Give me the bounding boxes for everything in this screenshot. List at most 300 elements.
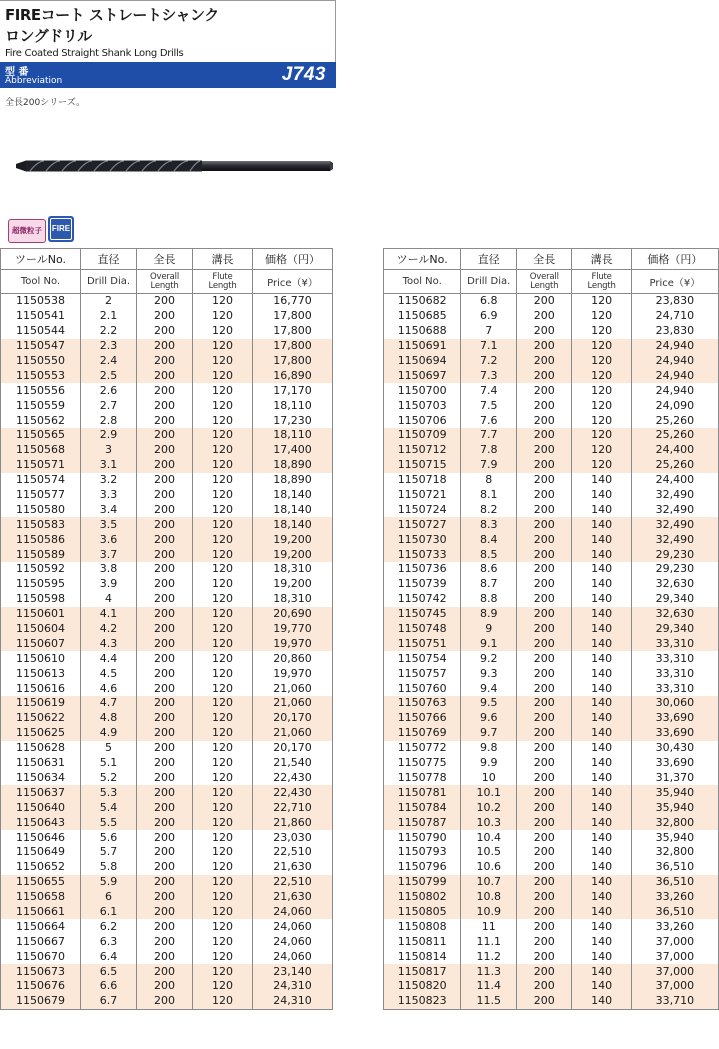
tool-no-cell: 1150775 (384, 756, 461, 771)
flute-length-cell: 120 (572, 458, 631, 473)
table-row (384, 443, 719, 458)
overall-length-cell: 200 (137, 547, 193, 562)
table-row (384, 666, 719, 681)
tool-no-cell: 1150730 (384, 532, 461, 547)
rows-right (384, 294, 719, 1010)
flute-length-cell: 120 (193, 651, 253, 666)
fire-coat-badge-label: FIRE (50, 218, 72, 240)
diameter-cell: 2.6 (81, 383, 137, 398)
flute-length-cell: 120 (193, 458, 253, 473)
overall-length-cell: 200 (517, 354, 572, 369)
table-row (1, 681, 333, 696)
overall-length-cell: 200 (517, 532, 572, 547)
table-row (1, 488, 333, 503)
tool-no-cell: 1150754 (384, 651, 461, 666)
tool-no-cell: 1150697 (384, 368, 461, 383)
price-cell: 23,830 (631, 294, 718, 309)
diameter-cell: 7.5 (461, 398, 517, 413)
flute-length-cell: 140 (572, 488, 631, 503)
table-row (384, 756, 719, 771)
diameter-cell: 5.2 (81, 771, 137, 786)
overall-length-cell: 200 (137, 756, 193, 771)
flute-length-cell: 140 (572, 726, 631, 741)
tool-no-cell: 1150688 (384, 324, 461, 339)
overall-length-cell: 200 (137, 741, 193, 756)
overall-length-cell: 200 (137, 860, 193, 875)
table-row (384, 860, 719, 875)
table-row (384, 696, 719, 711)
table-row (384, 577, 719, 592)
table-row (384, 398, 719, 413)
price-cell: 32,630 (631, 577, 718, 592)
flute-length-cell: 120 (572, 383, 631, 398)
diameter-cell: 6 (81, 890, 137, 905)
price-cell: 35,940 (631, 800, 718, 815)
tool-no-cell: 1150547 (1, 339, 81, 354)
table-row (1, 994, 333, 1009)
tool-no-cell: 1150673 (1, 964, 81, 979)
tool-no-cell: 1150661 (1, 905, 81, 920)
flute-length-cell: 140 (572, 771, 631, 786)
flute-length-cell: 120 (193, 979, 253, 994)
col-flute-length-en: Flute Length (572, 270, 631, 294)
tool-no-cell: 1150772 (384, 741, 461, 756)
diameter-cell: 6.7 (81, 994, 137, 1009)
table-row (384, 413, 719, 428)
table-row (1, 517, 333, 532)
price-cell: 24,060 (253, 949, 333, 964)
diameter-cell: 6.8 (461, 294, 517, 309)
price-cell: 33,310 (631, 681, 718, 696)
tool-no-cell: 1150613 (1, 666, 81, 681)
flute-length-cell: 120 (193, 324, 253, 339)
diameter-cell: 7.9 (461, 458, 517, 473)
diameter-cell: 6.9 (461, 309, 517, 324)
price-cell: 24,310 (253, 994, 333, 1009)
table-row (1, 383, 333, 398)
flute-length-cell: 140 (572, 666, 631, 681)
price-cell: 21,630 (253, 890, 333, 905)
price-cell: 18,890 (253, 473, 333, 488)
price-cell: 35,940 (631, 830, 718, 845)
diameter-cell: 2.8 (81, 413, 137, 428)
price-cell: 18,140 (253, 517, 333, 532)
col-flute-length-ja: 溝長 (193, 249, 253, 270)
overall-length-cell: 200 (137, 905, 193, 920)
table-row (384, 949, 719, 964)
table-row (1, 741, 333, 756)
flute-length-cell: 120 (193, 905, 253, 920)
tool-no-cell: 1150670 (1, 949, 81, 964)
col-overall-length-en: Overall Length (137, 270, 193, 294)
tool-no-cell: 1150571 (1, 458, 81, 473)
flute-length-cell: 120 (193, 354, 253, 369)
price-cell: 19,200 (253, 577, 333, 592)
flute-length-cell: 120 (193, 339, 253, 354)
price-cell: 18,310 (253, 562, 333, 577)
flute-length-cell: 120 (572, 413, 631, 428)
table-row (384, 890, 719, 905)
tool-no-cell: 1150685 (384, 309, 461, 324)
price-cell: 22,510 (253, 845, 333, 860)
table-row (384, 711, 719, 726)
flute-length-cell: 120 (193, 383, 253, 398)
price-cell: 18,140 (253, 502, 333, 517)
table-row (384, 562, 719, 577)
price-cell: 20,170 (253, 711, 333, 726)
tool-no-cell: 1150676 (1, 979, 81, 994)
table-row (384, 592, 719, 607)
header-side-rule (335, 0, 336, 62)
diameter-cell: 4.4 (81, 651, 137, 666)
tool-no-cell: 1150760 (384, 681, 461, 696)
flute-length-cell: 120 (193, 607, 253, 622)
price-cell: 24,940 (631, 339, 718, 354)
diameter-cell: 9.4 (461, 681, 517, 696)
table-row (1, 532, 333, 547)
price-cell: 32,630 (631, 607, 718, 622)
diameter-cell: 4.9 (81, 726, 137, 741)
diameter-cell: 2.7 (81, 398, 137, 413)
overall-length-cell: 200 (137, 726, 193, 741)
table-row (384, 785, 719, 800)
overall-length-cell: 200 (137, 964, 193, 979)
tool-no-cell: 1150778 (384, 771, 461, 786)
overall-length-cell: 200 (137, 309, 193, 324)
diameter-cell: 7.6 (461, 413, 517, 428)
price-cell: 17,800 (253, 309, 333, 324)
diameter-cell: 9.8 (461, 741, 517, 756)
price-cell: 33,310 (631, 666, 718, 681)
price-cell: 33,690 (631, 711, 718, 726)
flute-length-cell: 140 (572, 845, 631, 860)
table-row (384, 458, 719, 473)
table-row (384, 845, 719, 860)
overall-length-cell: 200 (517, 800, 572, 815)
flute-length-cell: 140 (572, 592, 631, 607)
tool-no-cell: 1150739 (384, 577, 461, 592)
table-row (384, 681, 719, 696)
diameter-cell: 9 (461, 622, 517, 637)
price-cell: 33,710 (631, 994, 718, 1009)
table-row (1, 905, 333, 920)
table-row (384, 815, 719, 830)
price-cell: 33,690 (631, 726, 718, 741)
diameter-cell: 10.7 (461, 875, 517, 890)
flute-length-cell: 140 (572, 979, 631, 994)
price-cell: 17,800 (253, 324, 333, 339)
overall-length-cell: 200 (137, 354, 193, 369)
tool-no-cell: 1150799 (384, 875, 461, 890)
table-row (1, 443, 333, 458)
price-cell: 24,090 (631, 398, 718, 413)
overall-length-cell: 200 (137, 517, 193, 532)
diameter-cell: 9.9 (461, 756, 517, 771)
price-cell: 37,000 (631, 964, 718, 979)
table-row (384, 741, 719, 756)
tool-no-cell: 1150553 (1, 368, 81, 383)
tool-no-cell: 1150745 (384, 607, 461, 622)
price-cell: 21,060 (253, 726, 333, 741)
diameter-cell: 7.7 (461, 428, 517, 443)
tool-no-cell: 1150583 (1, 517, 81, 532)
overall-length-cell: 200 (517, 592, 572, 607)
flute-length-cell: 140 (572, 800, 631, 815)
price-cell: 18,310 (253, 592, 333, 607)
price-cell: 17,230 (253, 413, 333, 428)
overall-length-cell: 200 (517, 741, 572, 756)
table-row (384, 800, 719, 815)
flute-length-cell: 120 (193, 681, 253, 696)
tool-no-cell: 1150736 (384, 562, 461, 577)
overall-length-cell: 200 (517, 368, 572, 383)
diameter-cell: 5.9 (81, 875, 137, 890)
flute-length-cell: 140 (572, 711, 631, 726)
flute-length-cell: 140 (572, 696, 631, 711)
price-cell: 32,490 (631, 517, 718, 532)
flute-length-cell: 140 (572, 830, 631, 845)
flute-length-cell: 120 (193, 711, 253, 726)
col-overall-length-en: Overall Length (517, 270, 572, 294)
tool-no-cell: 1150595 (1, 577, 81, 592)
tool-no-cell: 1150823 (384, 994, 461, 1009)
table-row (1, 696, 333, 711)
diameter-cell: 8.2 (461, 502, 517, 517)
diameter-cell: 6.1 (81, 905, 137, 920)
table-row (1, 815, 333, 830)
table-row (1, 890, 333, 905)
table-row (1, 800, 333, 815)
diameter-cell: 2.9 (81, 428, 137, 443)
tool-no-cell: 1150787 (384, 815, 461, 830)
header-row-en (384, 270, 719, 294)
diameter-cell: 4.2 (81, 622, 137, 637)
tool-no-cell: 1150649 (1, 845, 81, 860)
table-row (1, 919, 333, 934)
price-cell: 17,800 (253, 339, 333, 354)
table-row (384, 726, 719, 741)
flute-length-cell: 140 (572, 860, 631, 875)
col-overall-length-ja: 全長 (517, 249, 572, 270)
table-row (384, 517, 719, 532)
overall-length-cell: 200 (137, 681, 193, 696)
diameter-cell: 11.1 (461, 934, 517, 949)
tool-no-cell: 1150556 (1, 383, 81, 398)
table-row (1, 860, 333, 875)
price-cell: 36,510 (631, 875, 718, 890)
diameter-cell: 3.1 (81, 458, 137, 473)
tool-no-cell: 1150667 (1, 934, 81, 949)
tool-no-cell: 1150733 (384, 547, 461, 562)
tool-no-cell: 1150784 (384, 800, 461, 815)
price-cell: 25,260 (631, 458, 718, 473)
table-row (1, 324, 333, 339)
table-row (1, 949, 333, 964)
diameter-cell: 5.3 (81, 785, 137, 800)
diameter-cell: 4.3 (81, 636, 137, 651)
tool-no-cell: 1150712 (384, 443, 461, 458)
table-row (384, 383, 719, 398)
tool-no-cell: 1150550 (1, 354, 81, 369)
table-row (1, 622, 333, 637)
flute-length-cell: 140 (572, 607, 631, 622)
overall-length-cell: 200 (517, 860, 572, 875)
overall-length-cell: 200 (517, 830, 572, 845)
tool-no-cell: 1150541 (1, 309, 81, 324)
flute-length-cell: 120 (193, 413, 253, 428)
tool-no-cell: 1150598 (1, 592, 81, 607)
overall-length-cell: 200 (517, 607, 572, 622)
price-cell: 24,940 (631, 383, 718, 398)
price-cell: 19,200 (253, 547, 333, 562)
table-row (1, 964, 333, 979)
flute-length-cell: 140 (572, 756, 631, 771)
diameter-cell: 5.6 (81, 830, 137, 845)
price-cell: 36,510 (631, 860, 718, 875)
diameter-cell: 4.7 (81, 696, 137, 711)
flute-length-cell: 140 (572, 905, 631, 920)
diameter-cell: 6.5 (81, 964, 137, 979)
overall-length-cell: 200 (137, 651, 193, 666)
diameter-cell: 8.3 (461, 517, 517, 532)
tool-no-cell: 1150718 (384, 473, 461, 488)
price-cell: 24,710 (631, 309, 718, 324)
flute-length-cell: 140 (572, 636, 631, 651)
flute-length-cell: 140 (572, 815, 631, 830)
price-cell: 33,690 (631, 756, 718, 771)
flute-length-cell: 120 (193, 547, 253, 562)
spec-table-right (383, 248, 719, 1010)
table-row (384, 979, 719, 994)
price-cell: 32,490 (631, 502, 718, 517)
tool-no-cell: 1150802 (384, 890, 461, 905)
price-cell: 21,540 (253, 756, 333, 771)
flute-length-cell: 120 (193, 964, 253, 979)
price-cell: 16,770 (253, 294, 333, 309)
price-cell: 33,260 (631, 919, 718, 934)
tool-no-cell: 1150601 (1, 607, 81, 622)
overall-length-cell: 200 (137, 979, 193, 994)
table-row (384, 309, 719, 324)
price-cell: 33,310 (631, 651, 718, 666)
flute-length-cell: 140 (572, 562, 631, 577)
flute-length-cell: 120 (572, 398, 631, 413)
price-cell: 24,400 (631, 473, 718, 488)
flute-length-cell: 120 (193, 845, 253, 860)
price-cell: 24,400 (631, 443, 718, 458)
flute-length-cell: 140 (572, 517, 631, 532)
overall-length-cell: 200 (137, 875, 193, 890)
flute-length-cell: 120 (193, 473, 253, 488)
price-cell: 17,170 (253, 383, 333, 398)
flute-length-cell: 140 (572, 741, 631, 756)
table-row (384, 651, 719, 666)
flute-length-cell: 120 (193, 636, 253, 651)
price-cell: 24,940 (631, 368, 718, 383)
flute-length-cell: 120 (193, 488, 253, 503)
overall-length-cell: 200 (517, 785, 572, 800)
table-row (1, 354, 333, 369)
overall-length-cell: 200 (517, 458, 572, 473)
tool-no-cell: 1150634 (1, 771, 81, 786)
tool-no-cell: 1150538 (1, 294, 81, 309)
ultrafine-grain-badge: 超微粒子 (8, 219, 46, 243)
overall-length-cell: 200 (137, 711, 193, 726)
overall-length-cell: 200 (517, 339, 572, 354)
overall-length-cell: 200 (517, 994, 572, 1009)
flute-length-cell: 120 (193, 666, 253, 681)
price-cell: 22,430 (253, 785, 333, 800)
table-row (1, 771, 333, 786)
tool-no-cell: 1150748 (384, 622, 461, 637)
tool-no-cell: 1150715 (384, 458, 461, 473)
col-tool-no-ja: ツールNo. (1, 249, 81, 270)
tool-no-cell: 1150559 (1, 398, 81, 413)
price-cell: 20,690 (253, 607, 333, 622)
table-row (1, 756, 333, 771)
tool-no-cell: 1150727 (384, 517, 461, 532)
price-cell: 23,030 (253, 830, 333, 845)
tool-no-cell: 1150763 (384, 696, 461, 711)
diameter-cell: 5.7 (81, 845, 137, 860)
diameter-cell: 5.1 (81, 756, 137, 771)
overall-length-cell: 200 (137, 994, 193, 1009)
price-cell: 23,830 (631, 324, 718, 339)
tool-no-cell: 1150664 (1, 919, 81, 934)
tool-no-cell: 1150565 (1, 428, 81, 443)
tool-no-cell: 1150700 (384, 383, 461, 398)
overall-length-cell: 200 (517, 428, 572, 443)
overall-length-cell: 200 (517, 815, 572, 830)
tool-no-cell: 1150793 (384, 845, 461, 860)
model-code: J743 (281, 64, 326, 85)
diameter-cell: 10.1 (461, 785, 517, 800)
overall-length-cell: 200 (137, 488, 193, 503)
diameter-cell: 5 (81, 741, 137, 756)
flute-length-cell: 140 (572, 547, 631, 562)
flute-length-cell: 120 (572, 354, 631, 369)
col-price-en: Price（¥） (631, 270, 718, 294)
flute-length-cell: 120 (193, 949, 253, 964)
table-row (1, 458, 333, 473)
price-cell: 32,490 (631, 488, 718, 503)
tool-no-cell: 1150628 (1, 741, 81, 756)
tool-no-cell: 1150568 (1, 443, 81, 458)
table-row (1, 368, 333, 383)
table-row (1, 830, 333, 845)
diameter-cell: 2.5 (81, 368, 137, 383)
flute-length-cell: 120 (572, 339, 631, 354)
diameter-cell: 4.8 (81, 711, 137, 726)
diameter-cell: 7.3 (461, 368, 517, 383)
price-cell: 29,340 (631, 592, 718, 607)
overall-length-cell: 200 (137, 428, 193, 443)
flute-length-cell: 140 (572, 473, 631, 488)
price-cell: 18,890 (253, 458, 333, 473)
tool-no-cell: 1150562 (1, 413, 81, 428)
tool-no-cell: 1150580 (1, 502, 81, 517)
flute-length-cell: 120 (572, 443, 631, 458)
overall-length-cell: 200 (517, 890, 572, 905)
col-tool-no-ja: ツールNo. (384, 249, 461, 270)
overall-length-cell: 200 (137, 473, 193, 488)
overall-length-cell: 200 (137, 622, 193, 637)
flute-length-cell: 120 (193, 919, 253, 934)
overall-length-cell: 200 (517, 934, 572, 949)
price-cell: 32,800 (631, 845, 718, 860)
diameter-cell: 5.8 (81, 860, 137, 875)
diameter-cell: 3.8 (81, 562, 137, 577)
